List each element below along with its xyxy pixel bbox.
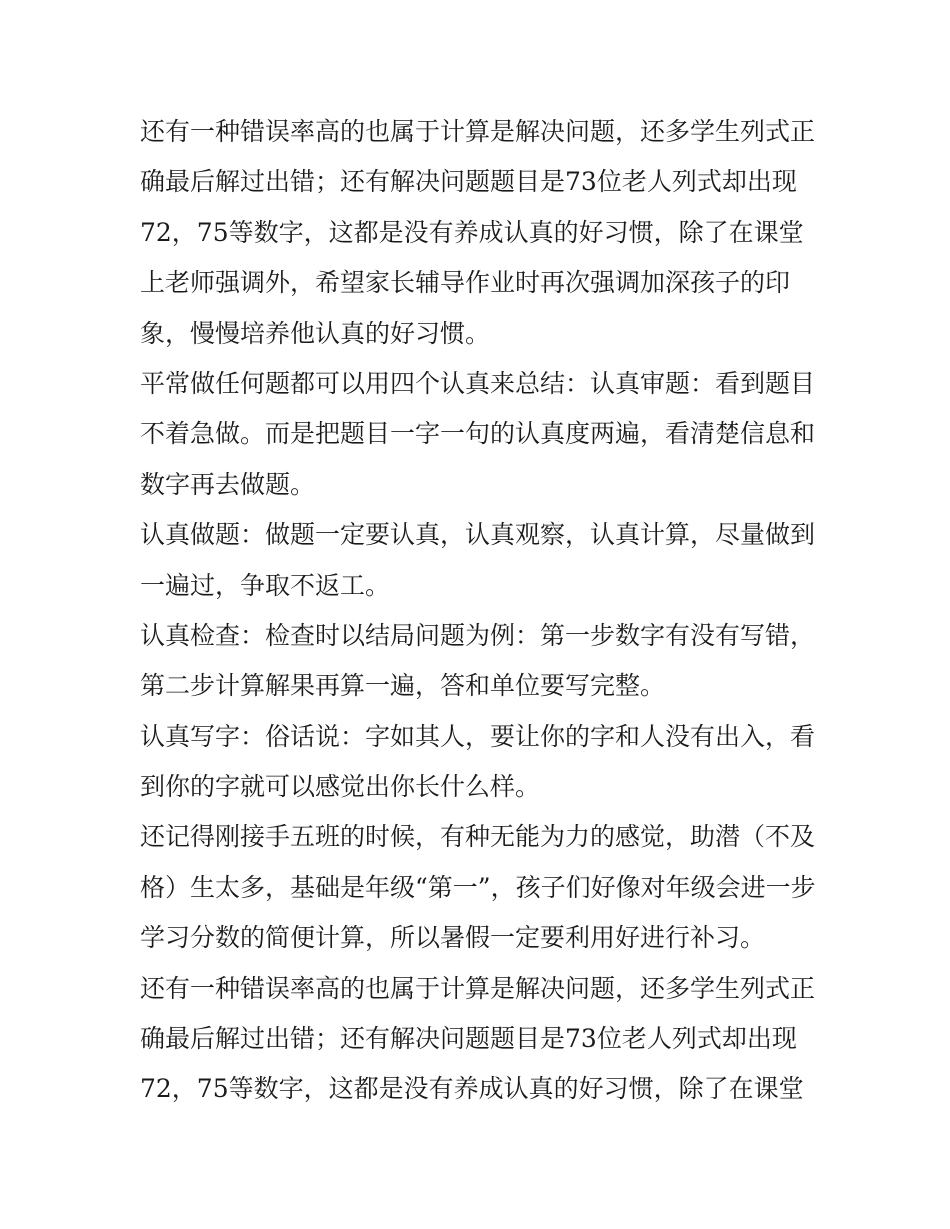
text-line: 确最后解过出错；还有解决问题题目是73位老人列式却出现 [140,1024,797,1054]
text-line: 认真检查：检查时以结局问题为例：第一步数字有没有写错， [140,620,816,650]
text-line: 不着急做。而是把题目一字一句的认真度两遍，看清楚信息和 [140,419,816,449]
text-line: 到你的字就可以感觉出你长什么样。 [140,772,541,802]
text-line: 认真做题：做题一定要认真，认真观察，认真计算，尽量做到 [140,520,816,550]
text-line: 还有一种错误率高的也属于计算是解决问题，还多学生列式正 [140,973,816,1003]
document-body [140,107,830,1115]
text-line: 还记得刚接手五班的时候，有种无能为力的感觉，助潜（不及 [140,822,816,852]
text-line: 格）生太多，基础是年级“第一”，孩子们好像对年级会进一步 [140,872,816,902]
text-line: 认真写字：俗话说：字如其人，要让你的字和人没有出入，看 [140,721,816,751]
text-line: 还有一种错误率高的也属于计算是解决问题，还多学生列式正 [140,117,816,146]
text-line: 确最后解过出错；还有解决问题题目是73位老人列式却出现 [140,167,797,197]
text-line: 72，75等数字，这都是没有养成认真的好习惯，除了在课堂 [140,217,804,247]
text-line: 象，慢慢培养他认真的好习惯。 [140,318,491,348]
text-line: 第二步计算解果再算一遍，答和单位要写完整。 [140,671,666,701]
text-line: 数字再去做题。 [140,469,316,499]
text-line: 一遍过，争取不返工。 [140,570,391,600]
text-line: 72，75等数字，这都是没有养成认真的好习惯，除了在课堂 [140,1074,804,1104]
text-line: 学习分数的简便计算，所以暑假一定要利用好进行补习。 [140,923,766,953]
text-line: 上老师强调外，希望家长辅导作业时再次强调加深孩子的印 [140,268,791,298]
text-line: 平常做任何题都可以用四个认真来总结：认真审题：看到题目 [140,368,816,398]
